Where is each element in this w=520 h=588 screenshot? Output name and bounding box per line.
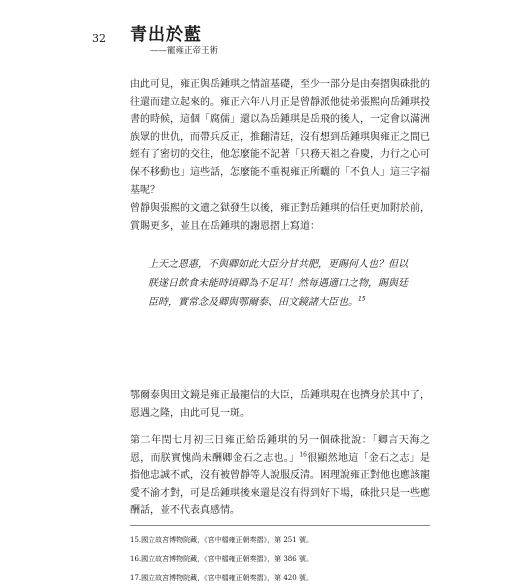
paragraph-3: 鄂爾泰與田文鏡是雍正最寵信的大臣，岳鍾琪現在也擠身於其中了，恩遇之隆，由此可見一斑。 [130, 390, 430, 419]
footnote-17: 17.國立故宮博物院藏，《宮中檔雍正朝奏摺》，第 420 號。 [130, 574, 313, 582]
paragraph-4 [130, 432, 430, 520]
quoted-vermilion-rescript [148, 255, 416, 312]
footnote-divider [130, 525, 430, 526]
footnote-16: 16.國立故宮博物院藏，《宮中檔雍正朝奏摺》，第 386 號。 [130, 555, 313, 563]
book-title-logo: 青出於藍 [130, 25, 202, 45]
footnote-ref-16: 16 [299, 451, 307, 459]
page-number: 32 [92, 32, 106, 45]
footnotes [130, 531, 430, 588]
paragraph-2: 曾靜與張熙的文遺之獄發生以後，雍正對岳鍾琪的信任更加附於前，賞賜更多，並且在岳鍾琪的謝恩摺上寫道： [130, 203, 430, 232]
footnote-15: 15.國立故宮博物院藏，《宮中檔雍正朝奏摺》，第 251 號。 [130, 536, 313, 544]
running-head-subtitle: ——寵雍正帝王術 [150, 46, 219, 56]
paragraph-1: 由此可見，雍正與岳鍾琪之情誼基礎，至少一部分是由奏摺與硃批的往還而建立起來的。雍正六年八月正是曾靜派他徒弟張熙向岳鍾琪投書的時候，這個「腐儒」還以為岳鍾琪是岳飛的後人，一定會以滿洲族眾的世仇，而帶兵反正，推翻清廷，沒有想到岳鍾琪與雍正之間已經有了密切的交往，他怎麼能不記著「只務天祖之眷慶，力行之心可保不移動也」這些話，怎麼能不重視雍正所曬的「不負人」這三字福基呢？ [130, 79, 430, 196]
paragraph-4-text-b: 很顯然地這「金石之志」是指他忠誠不貳，沒有被曾靜等人說服反清。困理說雍正對他也應該寵愛不渝才對，可是岳鍾琪後來還是沒有得到好下場，硃批只是一些應酬話，並不代表真感情。 [130, 452, 431, 517]
paragraph-4-text-a: 第二年閏七月初三日雍正給岳鍾琪的另一個硃批說：「卿言天海之恩，而朕實愧尚未酬卿金石之志也。」 [130, 435, 430, 464]
running-head [130, 20, 219, 56]
footnote-ref-15: 15 [358, 295, 366, 303]
quote-text: 上天之恩惠，不與卿如此大臣分甘共肥，更賜何人也？但以朕遂日飲食未能時頃卿為不足耳！然每遇適口之物，賜與廷臣時，實常念及卿與鄂爾泰、田文鏡諸大臣也。 [148, 259, 408, 308]
